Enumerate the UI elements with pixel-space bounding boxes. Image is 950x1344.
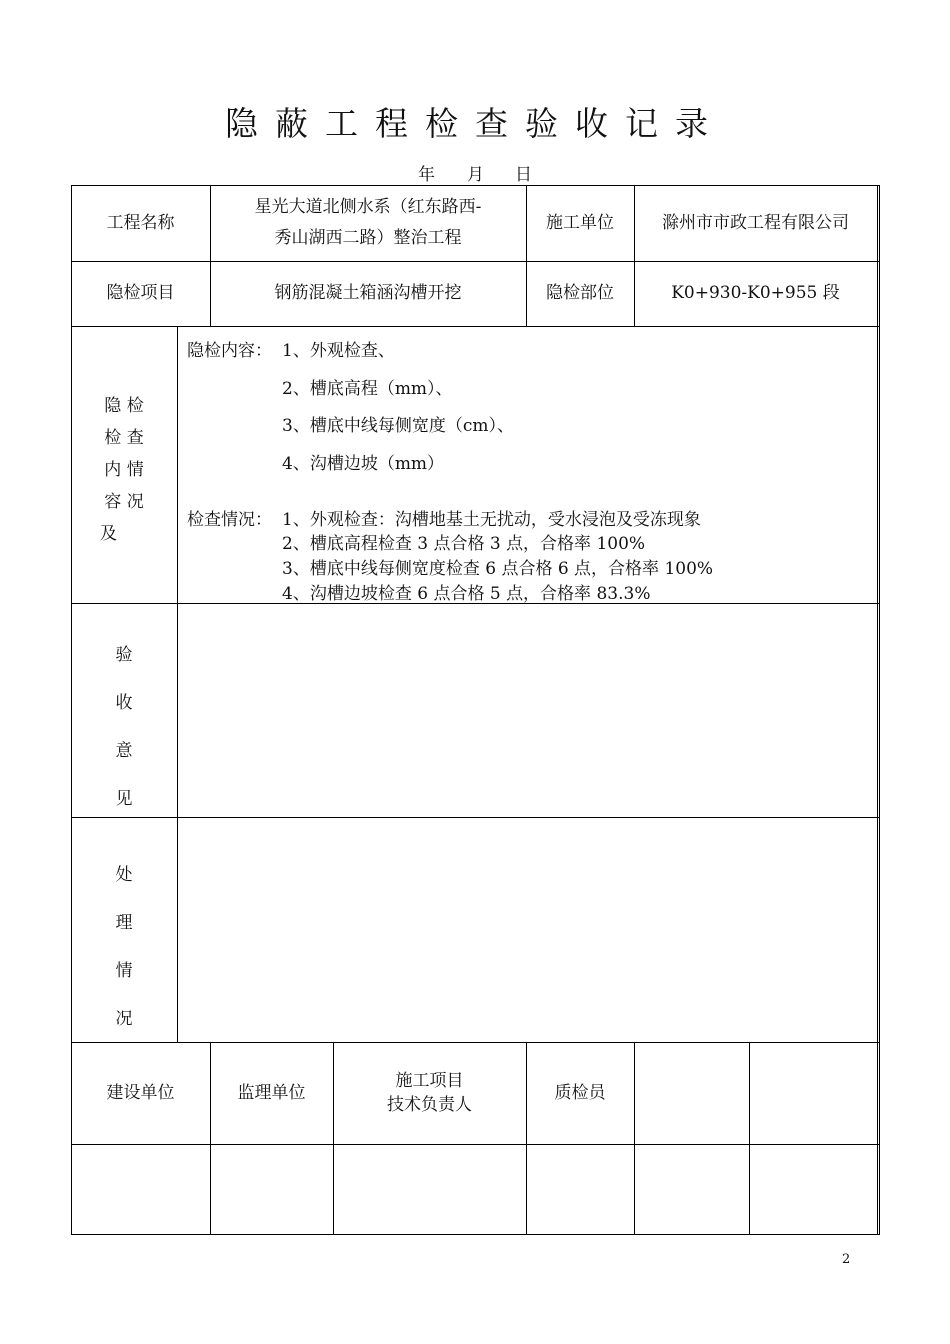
handling-label-char: 况 bbox=[115, 1009, 133, 1029]
page-title: 隐蔽工程检查验收记录 bbox=[225, 104, 725, 143]
inspection-side-label bbox=[71, 390, 177, 550]
supervisor-label: 监理单位 bbox=[237, 1082, 306, 1103]
col-divider bbox=[749, 1042, 750, 1234]
acceptance-label-char: 验 bbox=[115, 645, 133, 665]
project-name-line1: 星光大道北侧水系（红东路西- bbox=[254, 197, 482, 218]
project-name-label: 工程名称 bbox=[106, 212, 175, 233]
inspection-location-value: K0+930-K0+955 段 bbox=[671, 283, 840, 304]
row-divider bbox=[71, 817, 879, 818]
col-divider bbox=[177, 326, 178, 1042]
row-divider bbox=[71, 1144, 879, 1145]
col-divider bbox=[634, 1042, 635, 1234]
border-right bbox=[877, 185, 878, 1235]
acceptance-label-char: 意 bbox=[115, 741, 133, 761]
result-item: 3、槽底中线每侧宽度检查 6 点合格 6 点，合格率 100% bbox=[282, 559, 714, 579]
date-month: 月 bbox=[467, 165, 484, 185]
inspection-location-label: 隐检部位 bbox=[546, 283, 614, 304]
project-name-value bbox=[210, 185, 526, 261]
result-item: 4、沟槽边坡检查 6 点合格 5 点，合格率 83.3% bbox=[282, 584, 651, 604]
content-item: 2、槽底高程（mm）、 bbox=[282, 379, 453, 399]
acceptance-label-char: 见 bbox=[115, 789, 133, 809]
builder-label: 建设单位 bbox=[106, 1082, 175, 1103]
row-divider bbox=[71, 326, 879, 327]
content-item: 1、外观检查、 bbox=[282, 341, 395, 361]
handling-situation-label bbox=[71, 851, 177, 1043]
content-item: 4、沟槽边坡（mm） bbox=[282, 454, 445, 474]
contractor-label: 施工单位 bbox=[546, 212, 614, 233]
border-bottom bbox=[71, 1234, 879, 1235]
quality-inspector-label: 质检员 bbox=[554, 1082, 606, 1103]
handling-label-char: 情 bbox=[115, 961, 133, 981]
content-item: 3、槽底中线每侧宽度（cm）、 bbox=[282, 416, 514, 436]
inspection-form-table bbox=[71, 185, 879, 1235]
border-right-outer bbox=[879, 185, 880, 1235]
side-label-line: 及 bbox=[100, 524, 117, 544]
date-day: 日 bbox=[515, 165, 532, 185]
tech-lead-line1: 施工项目 bbox=[395, 1071, 464, 1091]
result-item: 2、槽底高程检查 3 点合格 3 点，合格率 100% bbox=[282, 534, 646, 554]
date-year: 年 bbox=[418, 165, 435, 185]
tech-lead-label bbox=[333, 1042, 526, 1144]
side-label-line: 检 查 bbox=[104, 428, 144, 448]
contractor-value: 滁州市市政工程有限公司 bbox=[662, 212, 849, 233]
inspection-item-label: 隐检项目 bbox=[106, 283, 175, 304]
side-label-line: 内 情 bbox=[104, 460, 144, 480]
result-prefix: 检查情况： bbox=[187, 510, 272, 530]
handling-label-char: 处 bbox=[115, 865, 133, 885]
project-name-line2: 秀山湖西二路）整治工程 bbox=[274, 228, 462, 248]
side-label-line: 容 况 bbox=[104, 492, 144, 512]
result-item: 1、外观检查：沟槽地基土无扰动，受水浸泡及受冻现象 bbox=[282, 510, 701, 530]
page-number: 2 bbox=[842, 1252, 851, 1267]
inspection-item-value: 钢筋混凝土箱涵沟槽开挖 bbox=[274, 283, 462, 304]
content-prefix: 隐检内容： bbox=[187, 341, 272, 361]
acceptance-label-char: 收 bbox=[115, 693, 133, 713]
acceptance-opinion-label bbox=[71, 631, 177, 823]
side-label-line: 隐 检 bbox=[104, 396, 144, 416]
tech-lead-line2: 技术负责人 bbox=[387, 1095, 472, 1115]
handling-label-char: 理 bbox=[115, 913, 133, 933]
